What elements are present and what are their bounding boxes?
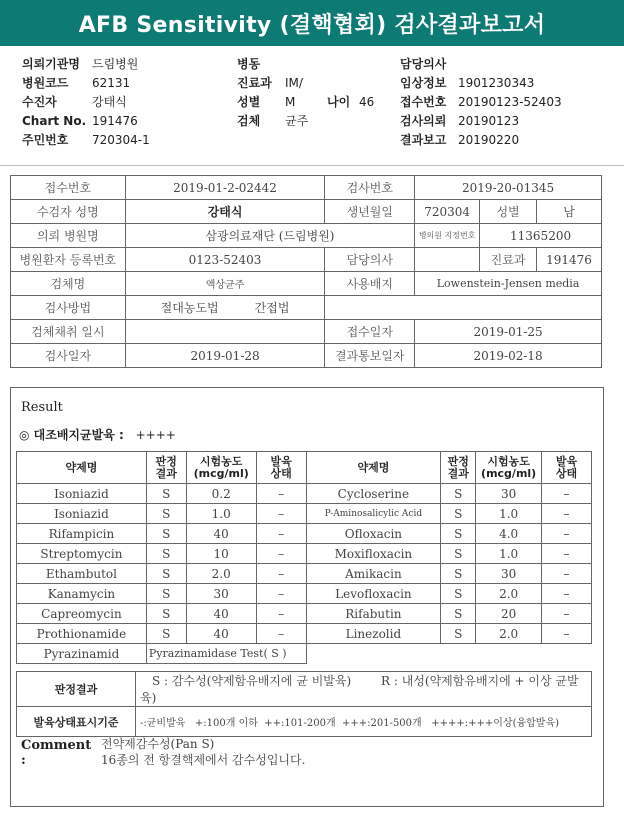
drug-result: S [146, 524, 186, 544]
drug-name: Capreomycin [17, 604, 147, 624]
resident-no-value: 720304-1 [92, 133, 150, 147]
reg-cell-label: 병원환자 등록번호 [11, 248, 126, 272]
table-row [17, 564, 592, 584]
table-row [17, 544, 592, 564]
collect-cell-label: 검체채취 일시 [11, 320, 126, 344]
drug-name: Rifabutin [306, 604, 441, 624]
doctor-cell-label: 담당의사 [325, 248, 415, 272]
pza-drug-name: Pyrazinamid [17, 644, 147, 664]
drug-conc: 0.2 [186, 484, 256, 504]
media-cell: Lowenstein-Jensen media [415, 272, 602, 296]
header-col-2 [237, 55, 374, 131]
chart-no-value: 191476 [92, 114, 138, 128]
doctor-label: 담당의사 [400, 57, 447, 71]
dob-cell-label: 생년월일 [325, 200, 415, 224]
hosp-code-cell: 11365200 [480, 224, 602, 248]
drug-result: S [441, 604, 476, 624]
control-growth [19, 426, 176, 443]
growth-criteria-value: -:균비발육 +:100개 이하 ++:101-200개 +++:201-500개 ++++:+++이상(융합발육) [136, 707, 592, 737]
collect-cell [125, 320, 325, 344]
dept-value: IM/ [285, 76, 303, 90]
drug-name: Ethambutol [17, 564, 147, 584]
growth-header-left-2: 상태 [270, 466, 292, 480]
control-growth-value: ++++ [135, 428, 176, 442]
name-cell: 강태식 [125, 200, 325, 224]
drug-conc: 1.0 [186, 504, 256, 524]
age-value: 46 [359, 95, 375, 109]
drug-table-body [17, 484, 592, 664]
drug-name: Ofloxacin [306, 524, 441, 544]
drug-name: Moxifloxacin [306, 544, 441, 564]
hospital-cell: 삼광의료재단 (드림병원) [125, 224, 414, 248]
hosp-code-cell-label: 병의원 지정번호 [415, 224, 480, 248]
drug-result: S [146, 544, 186, 564]
drug-name: Isoniazid [17, 484, 147, 504]
patient-label: 수진자 [22, 95, 57, 109]
drug-growth: – [542, 584, 592, 604]
drug-result: S [146, 484, 186, 504]
drug-growth: – [256, 564, 306, 584]
drug-result: S [146, 624, 186, 644]
reception-no-cell-label: 접수번호 [11, 176, 126, 200]
drug-result: S [441, 504, 476, 524]
comment-text [101, 736, 305, 768]
drug-name: Isoniazid [17, 504, 147, 524]
growth-header-right-2: 상태 [555, 466, 578, 480]
drug-result: S [441, 584, 476, 604]
test-date-cell-label: 검사일자 [11, 344, 126, 368]
conc-header-left-1: 시험농도 [199, 454, 243, 468]
clinical-info-value: 1901230343 [458, 76, 535, 90]
conc-header-left [186, 452, 256, 484]
comment-line-2: 16종의 전 항결핵제에서 감수성입니다. [101, 753, 306, 767]
dob-cell: 720304 [415, 200, 480, 224]
judgement-table [16, 671, 592, 737]
table-row-pza [17, 644, 592, 664]
drug-growth: – [542, 524, 592, 544]
reception-no-value: 20190123-52403 [458, 95, 562, 109]
method-blank-cell [325, 296, 602, 320]
judgement-r: R : 내성(약제함유배지에 + 이상 균발육) [140, 674, 579, 705]
report-title: AFB Sensitivity (결핵협회) 검사결과보고서 [0, 0, 624, 46]
dept-cell-label: 진료과 [480, 248, 537, 272]
drug-name: Linezolid [306, 624, 441, 644]
result-box [10, 387, 604, 807]
drug-result: S [146, 584, 186, 604]
drug-header-left: 약제명 [17, 452, 147, 484]
drug-result: S [441, 484, 476, 504]
header-col-3 [400, 55, 562, 150]
report-date-cell-label: 결과통보일자 [325, 344, 415, 368]
table-row [17, 524, 592, 544]
drug-header-right: 약제명 [306, 452, 441, 484]
drug-name: Streptomycin [17, 544, 147, 564]
growth-header-right [542, 452, 592, 484]
sex-cell-label: 성별 [480, 200, 537, 224]
drug-growth: – [256, 544, 306, 564]
drug-result: S [441, 544, 476, 564]
doctor-cell [415, 248, 480, 272]
test-no-cell-label: 검사번호 [325, 176, 415, 200]
drug-conc: 40 [186, 524, 256, 544]
conc-header-right-1: 시험농도 [487, 454, 530, 468]
comment-line-1: 전약제감수성(Pan S) [101, 737, 215, 751]
comment-label: Comment : [21, 738, 92, 768]
reception-no-label: 접수번호 [400, 95, 447, 109]
header-separator [0, 165, 624, 166]
name-cell-label: 수검자 성명 [11, 200, 126, 224]
test-request-label: 검사의뢰 [400, 114, 447, 128]
table-row [17, 624, 592, 644]
drug-conc: 1.0 [476, 504, 542, 524]
table-row [17, 484, 592, 504]
growth-header-left-1: 발육 [270, 454, 292, 468]
drug-growth: – [256, 604, 306, 624]
reception-no-cell: 2019-01-2-02442 [125, 176, 325, 200]
drug-growth: – [256, 484, 306, 504]
judge-header-left-2: 결과 [155, 466, 177, 480]
hospital-cell-label: 의뢰 병원명 [11, 224, 126, 248]
patient-info-table [10, 175, 602, 368]
table-row [17, 604, 592, 624]
drug-conc: 2.0 [186, 564, 256, 584]
specimen-cell: 액상균주 [125, 272, 325, 296]
drug-name: P-Aminosalicylic Acid [306, 504, 441, 524]
method-cell [125, 296, 325, 320]
hospital-name-value: 드림병원 [92, 57, 139, 71]
drug-name: Kanamycin [17, 584, 147, 604]
hospital-name-label: 의뢰기관명 [22, 57, 80, 71]
conc-header-right-2: (mcg/ml) [481, 466, 537, 480]
drug-name: Prothionamide [17, 624, 147, 644]
dept-label: 진료과 [237, 76, 272, 90]
sex-label: 성별 [237, 95, 261, 109]
drug-conc: 4.0 [476, 524, 542, 544]
sex-value: M [285, 95, 296, 109]
judge-header-right [441, 452, 476, 484]
drug-name: Cycloserine [306, 484, 441, 504]
drug-growth: – [256, 624, 306, 644]
control-growth-label: ◎ 대조배지균발육 : [19, 428, 124, 442]
table-row [17, 584, 592, 604]
drug-growth: – [542, 624, 592, 644]
received-cell: 2019-01-25 [415, 320, 602, 344]
clinical-info-label: 임상정보 [400, 76, 447, 90]
growth-criteria-label: 발육상태표시기준 [17, 707, 136, 737]
specimen-value: 균주 [285, 114, 309, 128]
result-report-label: 결과보고 [400, 133, 447, 147]
conc-header-left-2: (mcg/ml) [193, 466, 249, 480]
drug-conc: 40 [186, 604, 256, 624]
judge-header-left-1: 판정 [155, 454, 177, 468]
specimen-label: 검체 [237, 114, 261, 128]
drug-result: S [441, 624, 476, 644]
judgement-label: 판정결과 [17, 672, 136, 707]
drug-conc: 40 [186, 624, 256, 644]
ward-label: 병동 [237, 57, 261, 71]
header-col-1 [22, 55, 150, 150]
drug-table [16, 451, 592, 664]
dept-cell: 191476 [537, 248, 602, 272]
pza-blank [306, 644, 591, 664]
report-date-cell: 2019-02-18 [415, 344, 602, 368]
judgement-s: S : 감수성(약제함유배지에 균 비발육) [152, 674, 352, 688]
sex-cell: 남 [537, 200, 602, 224]
drug-conc: 2.0 [476, 584, 542, 604]
drug-name: Levofloxacin [306, 584, 441, 604]
result-title: Result [21, 400, 63, 415]
judgement-values [136, 672, 592, 707]
drug-result: S [146, 564, 186, 584]
drug-conc: 30 [476, 484, 542, 504]
media-cell-label: 사용배지 [325, 272, 415, 296]
reg-cell: 0123-52403 [125, 248, 325, 272]
conc-header-right [476, 452, 542, 484]
table-row [17, 504, 592, 524]
growth-header-right-1: 발육 [555, 454, 578, 468]
drug-growth: – [542, 484, 592, 504]
resident-no-label: 주민번호 [22, 133, 69, 147]
received-cell-label: 접수일자 [325, 320, 415, 344]
method-1: 절대농도법 [160, 301, 219, 315]
drug-result: S [146, 504, 186, 524]
drug-growth: – [256, 504, 306, 524]
test-date-cell: 2019-01-28 [125, 344, 325, 368]
judge-header-right-1: 판정 [447, 454, 469, 468]
drug-conc: 30 [186, 584, 256, 604]
test-no-cell: 2019-20-01345 [415, 176, 602, 200]
chart-no-label: Chart No. [22, 114, 87, 128]
drug-conc: 10 [186, 544, 256, 564]
drug-name: Amikacin [306, 564, 441, 584]
drug-result: S [441, 564, 476, 584]
specimen-cell-label: 검체명 [11, 272, 126, 296]
drug-conc: 20 [476, 604, 542, 624]
drug-result: S [146, 604, 186, 624]
drug-growth: – [542, 604, 592, 624]
drug-growth: – [256, 524, 306, 544]
judge-header-left [146, 452, 186, 484]
pza-result: Pyrazinamidase Test( S ) [146, 644, 306, 664]
drug-name: Rifampicin [17, 524, 147, 544]
age-label: 나이 [327, 95, 351, 109]
test-request-value: 20190123 [458, 114, 520, 128]
patient-value: 강태식 [92, 95, 127, 109]
drug-growth: – [542, 544, 592, 564]
drug-conc: 2.0 [476, 624, 542, 644]
result-report-value: 20190220 [458, 133, 520, 147]
drug-conc: 30 [476, 564, 542, 584]
drug-growth: – [542, 564, 592, 584]
method-2: 간접법 [254, 301, 290, 315]
hospital-code-value: 62131 [92, 76, 131, 90]
drug-result: S [441, 524, 476, 544]
drug-growth: – [542, 504, 592, 524]
drug-conc: 1.0 [476, 544, 542, 564]
method-cell-label: 검사방법 [11, 296, 126, 320]
growth-header-left [256, 452, 306, 484]
hospital-code-label: 병원코드 [22, 76, 69, 90]
judge-header-right-2: 결과 [447, 466, 469, 480]
drug-growth: – [256, 584, 306, 604]
